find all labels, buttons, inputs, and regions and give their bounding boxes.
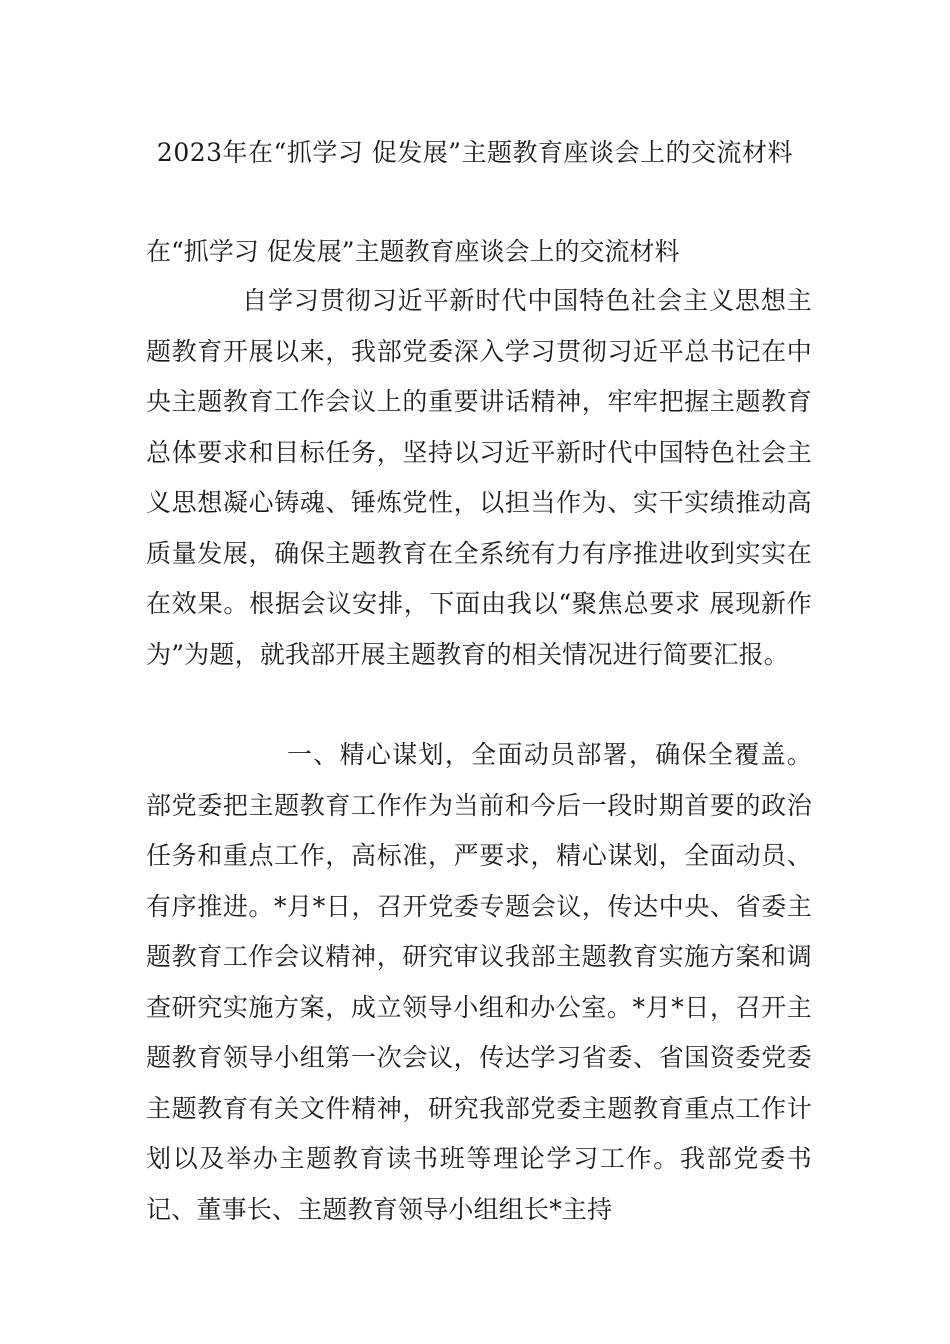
document-title: 2023年在“抓学习 促发展”主题教育座谈会上的交流材料 xyxy=(156,138,794,167)
paragraph-intro: 自学习贯彻习近平新时代中国特色社会主义思想主题教育开展以来，我部党委深入学习贯彻习近平总书记在中央主题教育工作会议上的重要讲话精神，牢牢把握主题教育总体要求和目标任务，坚持以习近平新时代中国特色社会主义思想凝心铸魂、锤炼党性，以担当作为、实干实绩推动高质量发展，确保主题教育在全系统有力有序推进收到实实在在效果。根据会议安排，下面由我以“聚焦总要求 展现新作为”为题，就我部开展主题教育的相关情况进行简要汇报。 xyxy=(146,286,812,669)
paragraph-section-one: 一、精心谋划，全面动员部署，确保全覆盖。部党委把主题教育工作作为当前和今后一段时期首要的政治任务和重点工作，高标准，严要求，精心谋划，全面动员、有序推进。*月*日，召开党委专题会议，传达中央、省委主题教育工作会议精神，研究审议我部主题教育实施方案和调查研究实施方案，成立领导小组和办公室。*月*日，召开主题教育领导小组第一次会议，传达学习省委、省国资委党委主题教育有关文件精神，研究我部党委主题教育重点工作计划以及举办主题教育读书班等理论学习工作。我部党委书记、董事长、主题教育领导小组组长*主持 xyxy=(146,740,812,1224)
document-subtitle: 在“抓学习 促发展”主题教育座谈会上的交流材料 xyxy=(146,237,680,266)
